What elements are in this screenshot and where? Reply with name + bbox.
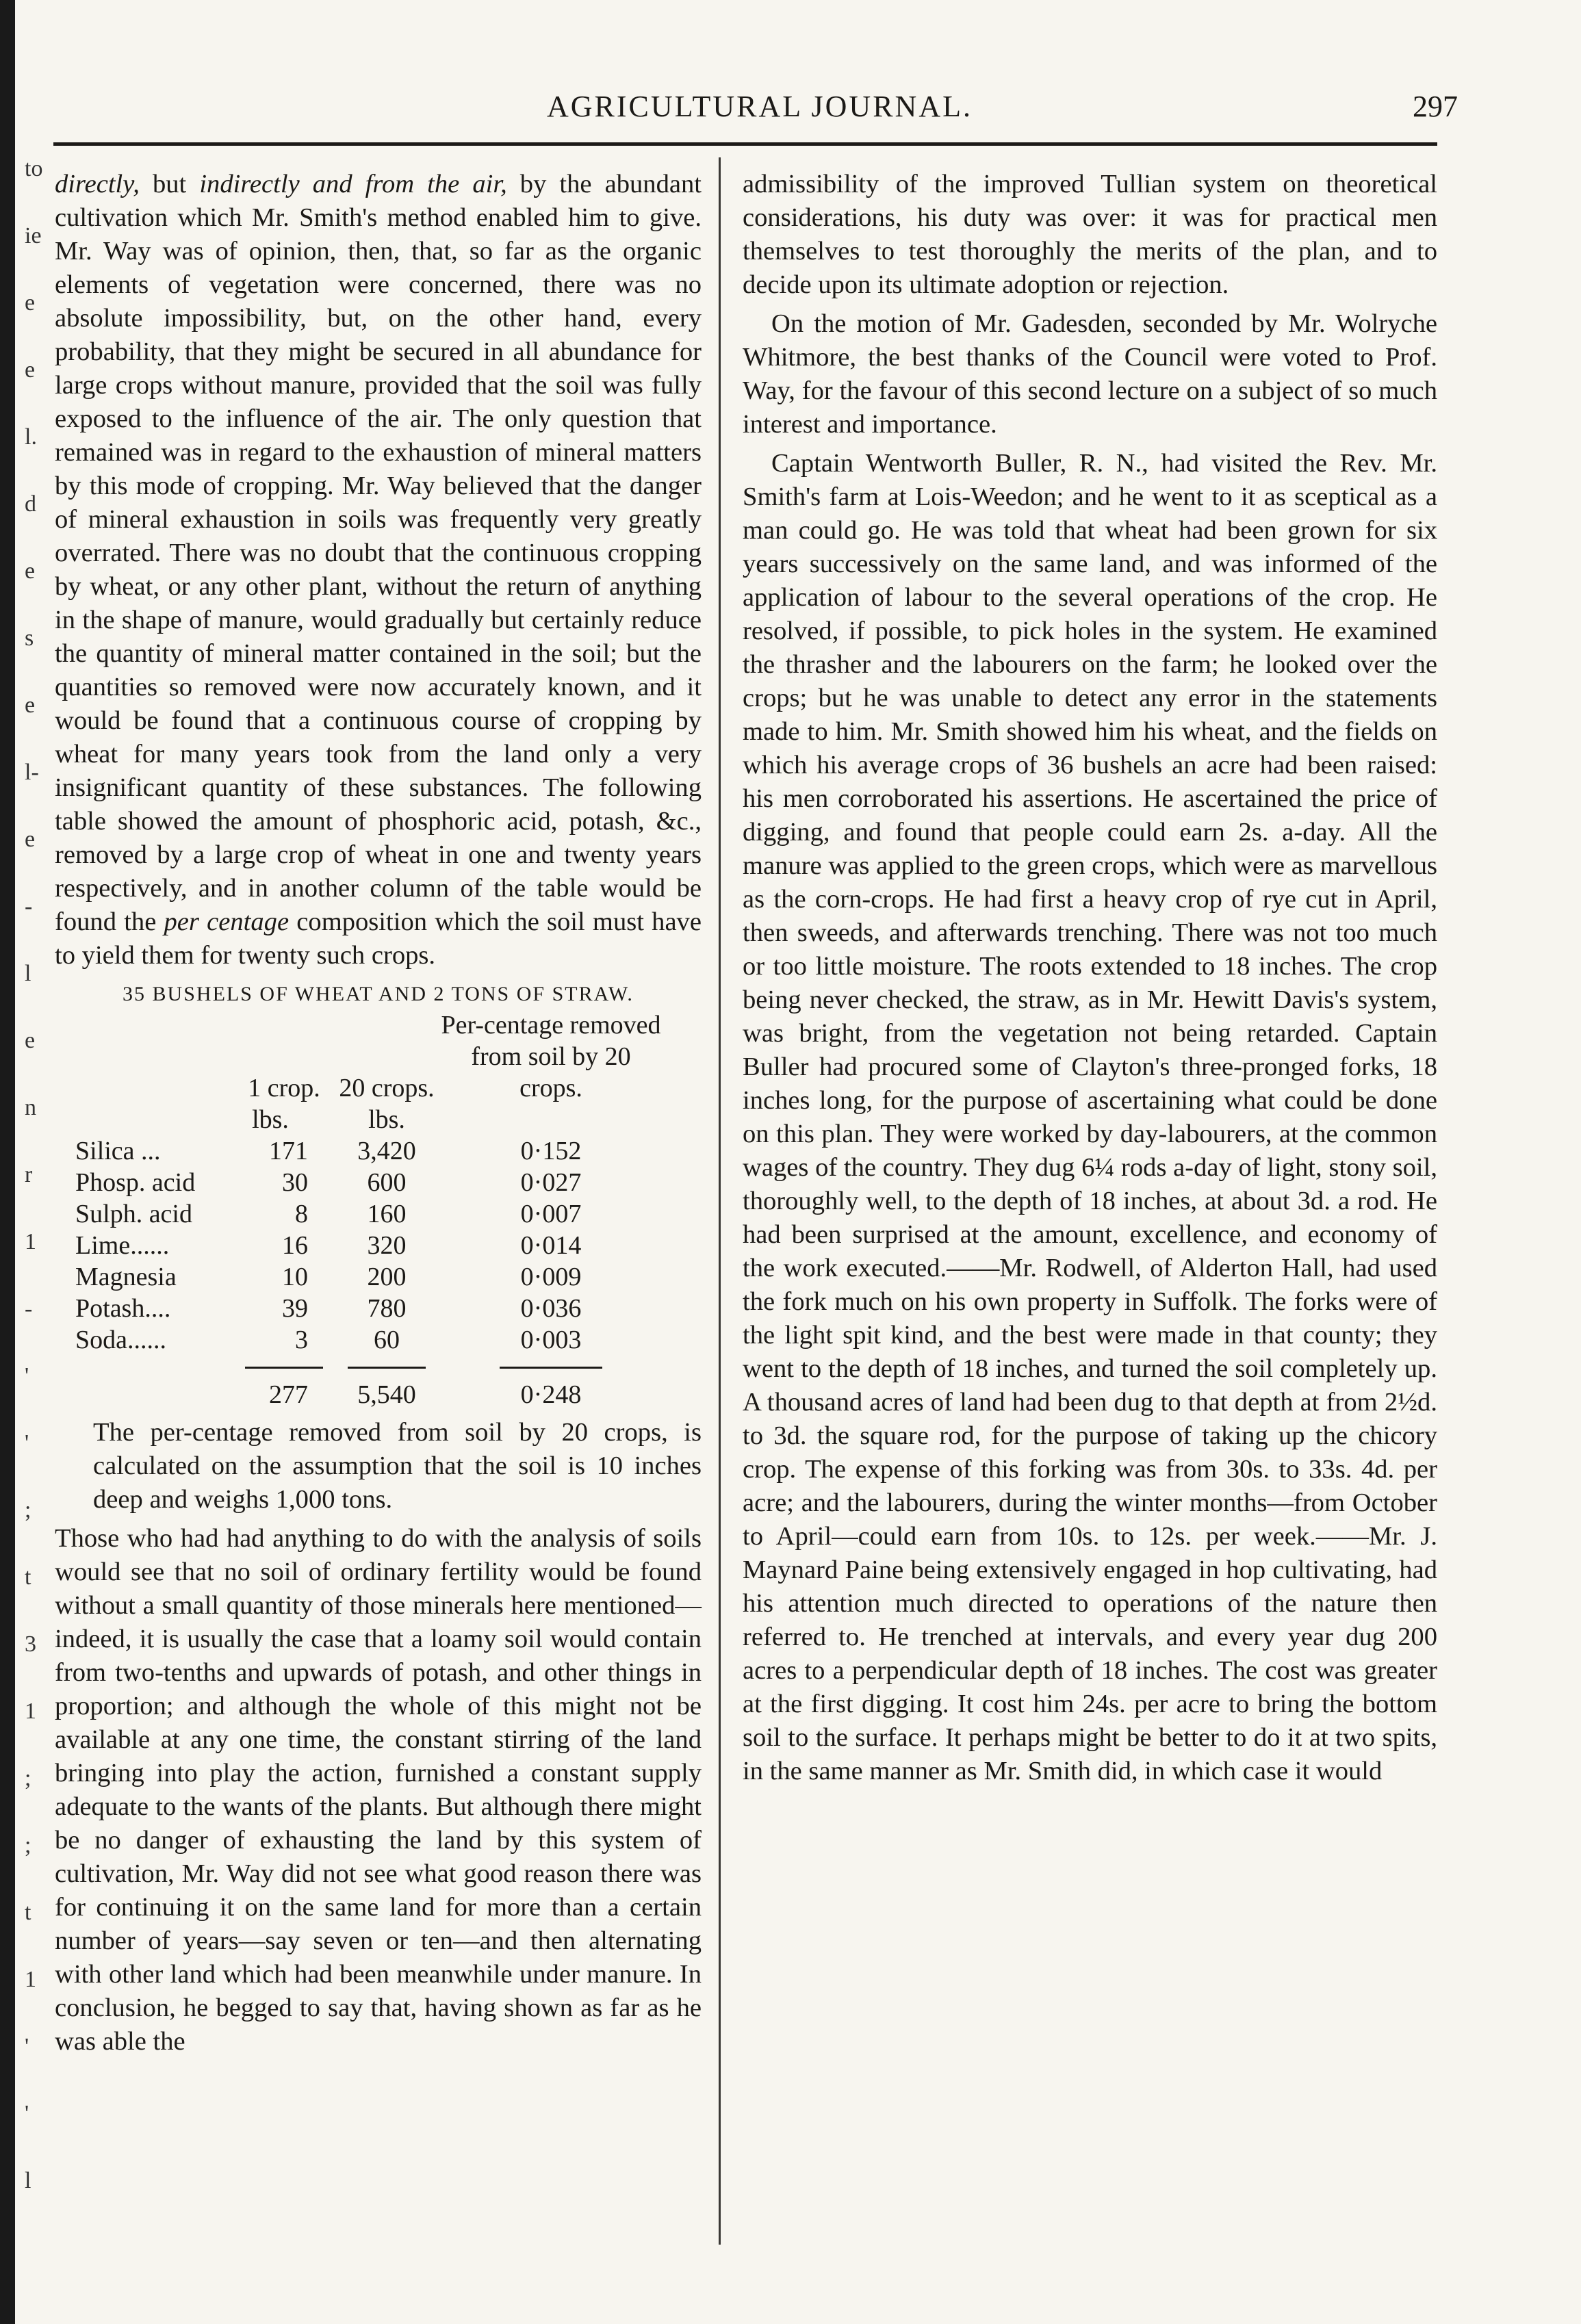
margin-fragment: l: [25, 2168, 31, 2193]
cell-percentage: 0·152: [520, 1137, 582, 1165]
cell-twenty-crops: 160: [367, 1200, 407, 1228]
unit-cell: [438, 1104, 664, 1135]
cell-percentage: 0·036: [520, 1294, 582, 1323]
table-header-row: [75, 1009, 664, 1104]
cell-name: Lime......: [75, 1231, 170, 1260]
cell-twenty-crops: 200: [367, 1263, 407, 1291]
margin-fragment: r: [25, 1162, 33, 1187]
margin-fragment: 1: [25, 1229, 36, 1254]
lead-mid: but: [139, 170, 200, 198]
margin-fragment: ;: [25, 1497, 31, 1523]
margin-fragment: ': [25, 2101, 29, 2126]
cell-one-crop: 16: [282, 1231, 308, 1260]
table-row: [75, 1324, 664, 1356]
cell-name: Sulph. acid: [75, 1200, 192, 1228]
right-paragraph-2: On the motion of Mr. Gadesden, seconded by Mr. Wolryche Whitmore, the best thanks of the Council were voted to Prof. Way, for the favour of this second lecture on a subject of so much interest and importance.: [743, 309, 1437, 439]
cell-one-crop: 171: [269, 1137, 308, 1165]
margin-fragment: -: [25, 1296, 33, 1321]
cell-percentage: 0·027: [520, 1168, 582, 1197]
paragraph-end: composition which the soil must have to yield them for twenty such crops.: [55, 907, 702, 970]
margin-fragment: t: [25, 1900, 31, 1925]
mineral-table: [75, 1009, 664, 1410]
cell-name: Soda......: [75, 1326, 166, 1354]
cell-twenty-crops: 3,420: [357, 1137, 416, 1165]
right-column: [743, 168, 1437, 1788]
cell-name: Phosp. acid: [75, 1168, 196, 1197]
adjacent-page-margin: [0, 157, 48, 2279]
margin-fragment: e: [25, 290, 36, 315]
header-rule: [53, 142, 1437, 146]
emphasis-italic: indirectly and from the air,: [199, 170, 507, 198]
cell-one-crop: 10: [282, 1263, 308, 1291]
table-row: [75, 1167, 664, 1198]
cell-percentage: 0·009: [520, 1263, 582, 1291]
cell-one-crop: 30: [282, 1168, 308, 1197]
margin-fragment: l: [25, 961, 31, 986]
margin-fragment: e: [25, 558, 36, 584]
margin-fragment: e: [25, 357, 36, 383]
margin-fragment: n: [25, 1095, 36, 1120]
per-centage-italic: per centage: [164, 907, 290, 936]
margin-fragment: to: [25, 156, 43, 181]
total-one-crop: 277: [269, 1380, 308, 1409]
wheat-table: [55, 979, 702, 1410]
table-row: [75, 1135, 664, 1167]
margin-fragment: s: [25, 625, 34, 651]
table-row: [75, 1293, 664, 1324]
cell-one-crop: 3: [295, 1326, 308, 1354]
cell-percentage: 0·014: [520, 1231, 582, 1260]
margin-fragment: e: [25, 1028, 36, 1053]
margin-fragment: ': [25, 2034, 29, 2059]
page-number: 297: [1413, 90, 1458, 123]
unit-cell: [75, 1104, 233, 1135]
margin-fragment: e: [25, 827, 36, 852]
cell-percentage: 0·007: [520, 1200, 582, 1228]
right-paragraph-3: Captain Wentworth Buller, R. N., had visited the Rev. Mr. Smith's farm at Lois-Weedon; and he went to it as sceptical as a man could go. He was told that wheat had been grown for six years successively on the same land, and was informed of the application of labour to the several operations of the crop. He resolved, if possible, to pick holes in the system. He examined the thrasher and the labourers on the farm; he looked over the crops; but he was unable to detect any error in the statements made to him. Mr. Smith showed him his wheat, and the fields on which his average crops of 36 bushels an acre had been raised: his men corroborated his assertions. He ascertained the price of digging, and found that people could earn 2s. a-day. All the manure was applied to the green crops, which were as marvellous as the corn-crops. He had first a heavy crop of rye cut in April, then sweeds, and afterwards trenching. There was not too much or too little moisture. The roots extended to 18 inches. The crop being never checked, the straw, as in Mr. Hewitt Davis's system, was bright, from the vegetation not being retarded. Captain Buller had procured some of Clayton's three-pronged forks, 18 inches long, for the purpose of ascertaining what could be done on this plan. They were worked by day-labourers, at the common wages of the country. They dug 6¼ rods a-day of light, stony soil, thoroughly well, to the depth of 18 inches, at about 3d. a rod. He had been surprised at the amount, excellence, and economy of the work executed.——Mr. Rodwell, of Alderton Hall, had used the fork much on his own property in Suffolk. The forks were of the light spit kind, and the best were made in that county; they went to the depth of 18 inches, and turned the soil completely up. A thousand acres of land had been dug to that depth at from 2½d. to 3d. the square rod, for the purpose of taking up the chicory crop. The expense of this forking was from 30s. to 33s. 4d. per acre; and the labourers, during the winter months—from October to April—could earn from 10s. to 12s. per week.——Mr. J. Maynard Paine being extensively engaged in hop cultivating, had his attention much directed to operations of the nature then referred to. He trenched at intervals, and every year dug 200 acres to a perpendicular depth of 18 inches. The cost was greater at the first digging. It cost him 24s. per acre to bring the bottom soil to the surface. It perhaps might be better to do it at two spits, in the same manner as Mr. Smith did, in which case it would: [743, 449, 1437, 1785]
table-row: [75, 1230, 664, 1261]
cell-one-crop: 39: [282, 1294, 308, 1323]
running-head: AGRICULTURAL JOURNAL.: [547, 90, 973, 123]
paragraph-body: by the abundant cultivation which Mr. Smith's method enabled him to give. Mr. Way was of opinion, then, that, so far as the organic elements of vegetation were concerned, there was no absolute impossibility, but, on the other hand, every probability, that they might be secured in all abundance for large crops without manure, provided that the soil was fully exposed to the influence of the air. The only question that remained was in regard to the exhaustion of mineral matters by this mode of cropping. Mr. Way believed that the danger of mineral exhaustion in soils was frequently very greatly overrated. There was no doubt that the continuous cropping by wheat, or any other plant, without the return of anything in the shape of manure, would gradually but certainly reduce the quantity of mineral matter contained in the soil; but the quantities so removed were now accurately known, and it would be found that a continuous course of cropping by wheat for many years took from the land only a very insignificant quantity of these substances. The following table showed the amount of phosphoric acid, potash, &c., removed by a large crop of wheat in one and twenty years respectively, and in another column of the table would be found the: [55, 170, 702, 936]
cell-name: Magnesia: [75, 1263, 177, 1291]
table-total-row: [75, 1379, 664, 1410]
margin-fragment: ': [25, 1430, 29, 1456]
header-cell: 1 crop.: [248, 1074, 320, 1102]
page-header: [62, 89, 1458, 130]
margin-fragment: ;: [25, 1833, 31, 1858]
unit-cell: lbs.: [252, 1105, 289, 1134]
margin-fragment: e: [25, 693, 36, 718]
margin-fragment: t: [25, 1564, 31, 1590]
margin-fragment: ie: [25, 223, 42, 248]
margin-fragment: ;: [25, 1766, 31, 1791]
table-note: The per-centage removed from soil by 20 crops, is calculated on the assumption that the soil is 10 inches deep and weighs 1,000 tons.: [93, 1418, 702, 1514]
cell-twenty-crops: 600: [367, 1168, 407, 1197]
left-paragraph-1: [55, 168, 702, 972]
header-cell: [75, 1009, 233, 1104]
table-row: [75, 1261, 664, 1293]
left-paragraph-2: Those who had had anything to do with the analysis of soils would see that no soil of ordinary fertility would be found without a small quantity of those minerals here mentioned—indeed, it is usually the case that a loamy soil would contain from two-tenths and upwards of potash, and other things in proportion; and although the whole of this might not be available at any one time, the constant stirring of the land bringing into play the action, furnished a constant supply adequate to the wants of the plants. But although there might be no danger of exhausting the land by this system of cultivation, Mr. Way did not see what good reason there was for continuing it on the same land for more than a certain number of years—say seven or ten—and then alternating with other land which had been meanwhile under manure. In conclusion, he begged to say that, having shown as far as he was able the: [55, 1524, 702, 2056]
cell-name: Potash....: [75, 1294, 171, 1323]
total-twenty-crops: 5,540: [357, 1380, 416, 1409]
unit-cell: lbs.: [368, 1105, 405, 1134]
margin-fragment: 1: [25, 1699, 36, 1724]
table-units-row: [75, 1104, 664, 1135]
table-sum-rule: [75, 1356, 664, 1379]
total-percentage: 0·248: [520, 1380, 582, 1409]
margin-fragment: l.: [25, 424, 37, 450]
table-row: [75, 1198, 664, 1230]
margin-fragment: ': [25, 1363, 29, 1389]
column-divider: [719, 157, 721, 2245]
margin-fragment: 1: [25, 1967, 36, 1992]
margin-fragment: l-: [25, 760, 39, 785]
margin-fragment: d: [25, 491, 36, 517]
margin-fragment: 3: [25, 1631, 36, 1657]
margin-fragment: -: [25, 894, 33, 919]
cell-twenty-crops: 320: [367, 1231, 407, 1260]
cell-one-crop: 8: [295, 1200, 308, 1228]
cell-twenty-crops: 780: [367, 1294, 407, 1323]
left-column: [55, 168, 702, 2058]
cell-name: Silica ...: [75, 1137, 161, 1165]
header-cell: Per-centage removed from soil by 20 crops.: [441, 1011, 661, 1102]
lead-italic: directly,: [55, 170, 140, 198]
cell-twenty-crops: 60: [374, 1326, 400, 1354]
table-title: 35 BUSHELS OF WHEAT AND 2 TONS OF STRAW.: [123, 983, 634, 1005]
right-paragraph-1: admissibility of the improved Tullian system on theoretical considerations, his duty was over: it was for practical men themselves to test thoroughly the merits of the plan, and to decide upon its ultimate adoption or rejection.: [743, 170, 1437, 299]
header-cell: 20 crops.: [339, 1074, 435, 1102]
cell-percentage: 0·003: [520, 1326, 582, 1354]
